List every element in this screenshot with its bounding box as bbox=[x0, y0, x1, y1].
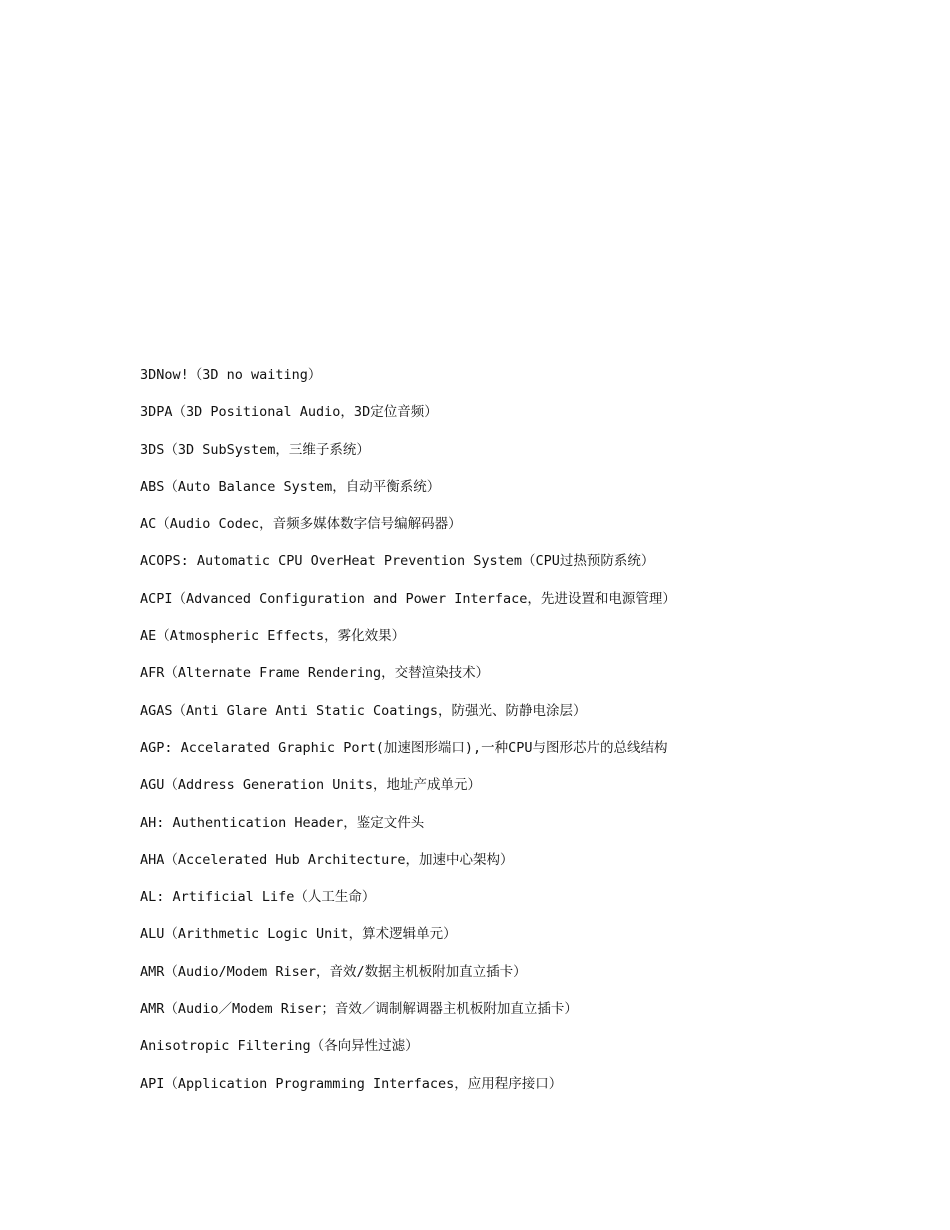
glossary-entry-afr: AFR（Alternate Frame Rendering，交替渲染技术） bbox=[140, 665, 490, 682]
glossary-entry-abs: ABS（Auto Balance System，自动平衡系统） bbox=[140, 478, 441, 495]
glossary-entry-acops: ACOPS: Automatic CPU OverHeat Prevention System（CPU过热预防系统） bbox=[140, 553, 655, 570]
glossary-entry-amr-1: AMR（Audio/Modem Riser，音效/数据主机板附加直立插卡） bbox=[140, 963, 527, 980]
glossary-entry-agas: AGAS（Anti Glare Anti Static Coatings，防强光、防静电涂层） bbox=[140, 702, 587, 719]
glossary-entry-alu: ALU（Arithmetic Logic Unit，算术逻辑单元） bbox=[140, 926, 457, 943]
glossary-list bbox=[140, 364, 920, 1110]
glossary-entry-al: AL: Artificial Life（人工生命） bbox=[140, 889, 376, 906]
glossary-entry-3ds: 3DS（3D SubSystem，三维子系统） bbox=[140, 441, 370, 458]
glossary-entry-api: API（Application Programming Interfaces，应用程序接口） bbox=[140, 1075, 563, 1092]
glossary-entry-agp: AGP: Accelarated Graphic Port(加速图形端口),一种CPU与图形芯片的总线结构 bbox=[140, 739, 668, 756]
glossary-entry-agu: AGU（Address Generation Units，地址产成单元） bbox=[140, 777, 481, 794]
glossary-entry-ah: AH: Authentication Header，鉴定文件头 bbox=[140, 814, 425, 831]
glossary-entry-3dpa: 3DPA（3D Positional Audio，3D定位音频） bbox=[140, 404, 438, 421]
glossary-entry-3dnow: 3DNow!（3D no waiting） bbox=[140, 367, 322, 383]
glossary-entry-acpi: ACPI（Advanced Configuration and Power Interface，先进设置和电源管理） bbox=[140, 590, 676, 607]
glossary-entry-aha: AHA（Accelerated Hub Architecture，加速中心架构） bbox=[140, 851, 514, 868]
glossary-entry-ae: AE（Atmospheric Effects，雾化效果） bbox=[140, 628, 406, 645]
glossary-entry-amr-2: AMR（Audio／Modem Riser；音效／调制解调器主机板附加直立插卡） bbox=[140, 1001, 578, 1018]
glossary-entry-ac: AC（Audio Codec，音频多媒体数字信号编解码器） bbox=[140, 516, 462, 533]
glossary-entry-anisotropic-filtering: Anisotropic Filtering（各向异性过滤） bbox=[140, 1038, 419, 1055]
